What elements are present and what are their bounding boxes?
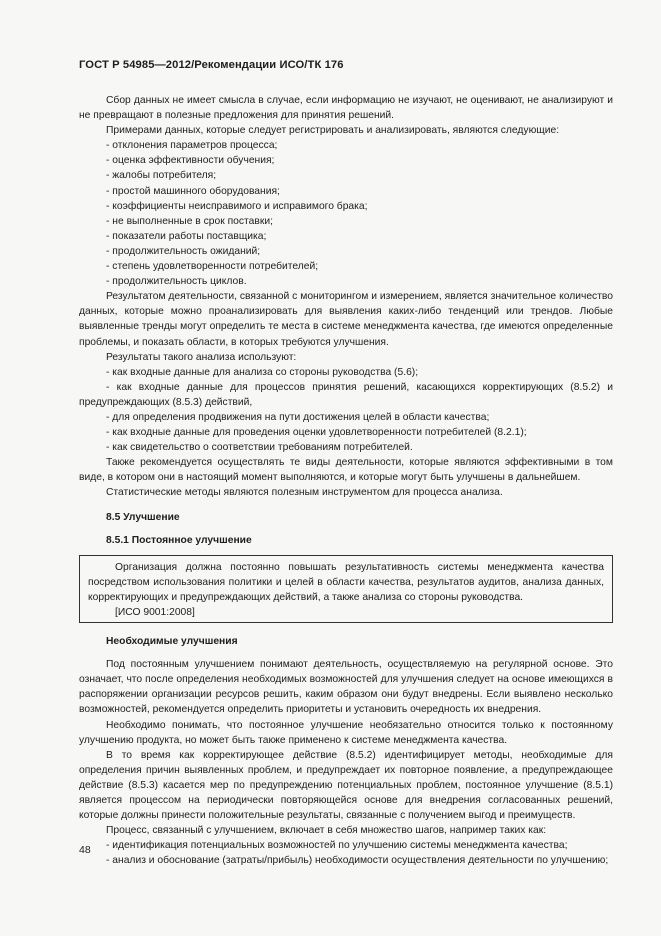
body-text [79, 93, 613, 869]
running-header: ГОСТ Р 54985—2012/Рекомендации ИСО/ТК 176 [79, 59, 344, 71]
paragraph: - простой машинного оборудования; [106, 185, 280, 197]
paragraph: В то время как корректирующее действие (8.5.2) идентифицирует методы, необходимые для определения причин выявленных проблем, и предупреждает их повторное появление, а предупреждающее действие (8.5.3) касается мер по предупреждению потенциальных проблем, постоянное улучшение (8.5.1) является процессом на периодически повторяющейся основе для внедрения согласованных решений, которые должны принести положительные результаты, связанные с получением выгод и преимуществ. [79, 749, 613, 822]
paragraph: Примерами данных, которые следует регистрировать и анализировать, являются следующие: [106, 125, 560, 137]
paragraph: - продолжительность циклов. [106, 276, 247, 288]
paragraph: - не выполненные в срок поставки; [106, 215, 273, 227]
paragraph: - степень удовлетворенности потребителей; [106, 261, 319, 273]
part2-paragraphs [79, 657, 613, 868]
page-number: 48 [79, 844, 91, 856]
section-heading-8-5: 8.5 Улучшение [106, 511, 180, 523]
paragraph: - анализ и обоснование (затраты/прибыль) необходимости осуществления деятельности по улучшению; [106, 855, 609, 867]
paragraph: Также рекомендуется осуществлять те виды деятельности, которые являются эффективными в том виде, в котором они в настоящий момент выполняются, и которые могут быть улучшены в дальнейшем. [79, 457, 613, 484]
paragraph: - идентификация потенциальных возможностей по улучшению системы менеджмента качества; [106, 840, 568, 852]
requirement-reference: [ИСО 9001:2008] [115, 607, 195, 618]
paragraph: - как свидетельство о соответствии требованиям потребителей. [106, 442, 413, 454]
requirement-box [79, 555, 613, 623]
paragraph: - как входные данные для процессов принятия решений, касающихся корректирующих (8.5.2) и предупреждающих (8.5.3) действий, [79, 381, 613, 408]
requirement-text: Организация должна постоянно повышать результативность системы менеджмента качества посредством использования политики и целей в области качества, результатов аудитов, анализа данных, корректирующих и предупреждающих действий, а также анализа со стороны руководства. [88, 561, 604, 603]
paragraph: - как входные данные для проведения оценки удовлетворенности потребителей (8.2.1); [106, 427, 527, 439]
paragraph: Процесс, связанный с улучшением, включает в себя множество шагов, например таких как: [106, 825, 547, 837]
paragraph: Результаты такого анализа используют: [106, 351, 297, 363]
paragraph: - отклонения параметров процесса; [106, 140, 278, 152]
paragraph: - оценка эффективности обучения; [106, 155, 275, 167]
paragraph: Сбор данных не имеет смысла в случае, если информацию не изучают, не оценивают, не анализируют и не превращают в полезные предложения для принятия решений. [79, 95, 613, 122]
paragraph: - показатели работы поставщика; [106, 230, 267, 242]
paragraph: - как входные данные для анализа со стороны руководства (5.6); [106, 366, 419, 378]
paragraph: Под постоянным улучшением понимают деятельность, осуществляемую на регулярной основе. Это означает, что после определения необходимых возможностей для улучшения следует на основе имеющихся в распоряжении организации ресурсов решить, каким образом они будут внедрены. Если выявлено несколько возможностей, рекомендуется определить приоритеты и установить очередность их внедрения. [79, 659, 613, 716]
paragraph: Необходимо понимать, что постоянное улучшение необязательно относится только к постоянному улучшению продукта, но может быть также применено к системе менеджмента качества. [79, 719, 613, 746]
paragraph: Статистические методы являются полезным инструментом для процесса анализа. [106, 487, 503, 499]
paragraph: - коэффициенты неисправимого и исправимого брака; [106, 200, 368, 212]
paragraph: - жалобы потребителя; [106, 170, 217, 182]
subheading-improvements: Необходимые улучшения [106, 636, 238, 648]
part1-paragraphs [79, 93, 613, 501]
paragraph: Результатом деятельности, связанной с мониторингом и измерением, является значительное количество данных, которые можно проанализировать для выявления каких-либо тенденций или трендов. Любые выявленные тренды могут определить те места в системе менеджмента качества, где имеются определенные проблемы, и показать области, в которых требуются улучшения. [79, 291, 613, 348]
paragraph: - продолжительность ожиданий; [106, 245, 261, 257]
paragraph: - для определения продвижения на пути достижения целей в области качества; [106, 411, 490, 423]
section-heading-8-5-1: 8.5.1 Постоянное улучшение [106, 534, 252, 546]
